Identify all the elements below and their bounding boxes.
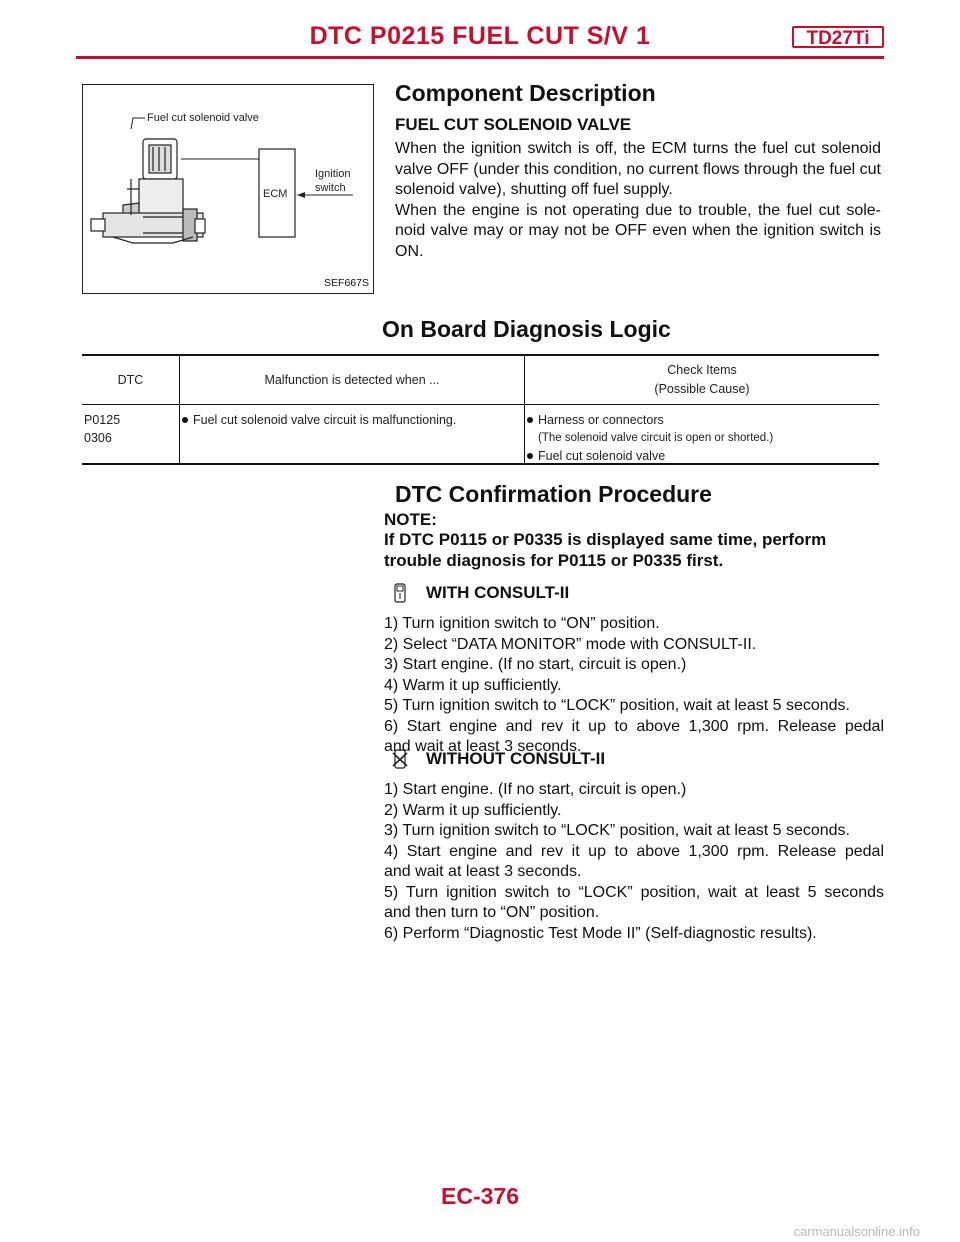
figure-label-valve: Fuel cut solenoid valve — [147, 112, 259, 124]
with-consult-heading — [392, 583, 569, 603]
component-description-para-2: When the engine is not operating due to trouble, the fuel cut sole-noid valve may or may not be OFF even when the ignition switch is ON. — [395, 201, 881, 260]
watermark: carmanualsonline.info — [793, 1224, 920, 1239]
no-consult-icon — [392, 749, 408, 769]
column-header-dtc: DTC — [82, 356, 180, 404]
with-consult-label: WITH CONSULT-II — [426, 583, 570, 602]
component-figure — [82, 84, 374, 294]
consult-tool-icon — [392, 583, 408, 603]
table-row — [82, 405, 879, 463]
note-text: If DTC P0115 or P0335 is displayed same time, perform trouble diagnosis for P0115 or P0335 first. — [384, 530, 827, 570]
diagnosis-table — [82, 354, 879, 465]
without-consult-steps — [384, 780, 884, 944]
cause-1-sub: (The solenoid valve circuit is open or shorted.) — [538, 432, 774, 444]
figure-label-ignition-1: Ignition — [315, 168, 351, 180]
solenoid-valve-diagram — [83, 85, 373, 293]
list-item: 6) Start engine and rev it up to above 1,300 rpm. Release pedal — [384, 717, 884, 735]
cell-malfunction — [180, 405, 525, 463]
component-description-text — [395, 139, 881, 262]
page-header-title: DTC P0215 FUEL CUT S/V 1 — [309, 22, 651, 50]
bullet-icon — [527, 453, 533, 459]
list-item-continuation: and wait at least 3 seconds. — [384, 738, 582, 755]
list-item: 2) Warm it up sufficiently. — [384, 801, 562, 819]
list-item: 5) Turn ignition switch to “LOCK” position, wait at least 5 seconds. — [384, 697, 850, 714]
dtc-code-2: 0306 — [84, 431, 112, 445]
figure-label-ecm: ECM — [263, 188, 288, 200]
list-item: 5) Turn ignition switch to “LOCK” position, wait at least 5 seconds — [384, 883, 884, 901]
dtc-code-1: P0125 — [84, 413, 121, 427]
cell-possible-cause — [525, 405, 879, 463]
confirmation-heading: DTC Confirmation Procedure — [395, 481, 712, 507]
header-rule — [76, 56, 884, 59]
list-item: 3) Start engine. (If no start, circuit is open.) — [384, 656, 687, 673]
list-item-continuation: and wait at least 3 seconds. — [384, 863, 582, 880]
component-description-para-1: When the ignition switch is off, the ECM turns the fuel cut solenoid valve OFF (under this condition, no current flows through the fuel cut solenoid valve), shutting off fuel supply. — [395, 140, 881, 198]
component-description-heading: Component Description — [395, 80, 656, 106]
column-header-malfunction: Malfunction is detected when ... — [180, 356, 525, 404]
model-badge: TD27Ti — [792, 26, 884, 48]
cause-1: Harness or connectors — [538, 413, 664, 427]
list-item: 2) Select “DATA MONITOR” mode with CONSULT-II. — [384, 635, 757, 653]
figure-label-ignition-2: switch — [315, 182, 346, 194]
list-item: 6) Perform “Diagnostic Test Mode II” (Self-diagnostic results). — [384, 924, 817, 942]
list-item: 3) Turn ignition switch to “LOCK” position, wait at least 5 seconds. — [384, 822, 850, 839]
table-header-row — [82, 356, 879, 405]
column-header-check-items-line2: (Possible Cause) — [654, 382, 750, 396]
figure-id: SEF667S — [324, 277, 369, 289]
list-item: 4) Warm it up sufficiently. — [384, 676, 562, 694]
page-number: EC-376 — [441, 1183, 519, 1209]
cell-dtc — [82, 405, 180, 463]
without-consult-label: WITHOUT CONSULT-II — [426, 749, 606, 768]
list-item: 1) Start engine. (If no start, circuit is open.) — [384, 781, 687, 798]
list-item-continuation: and then turn to “ON” position. — [384, 904, 600, 921]
column-header-check-items — [525, 356, 879, 404]
bullet-icon — [182, 417, 188, 423]
bullet-icon — [527, 417, 533, 423]
diagnosis-logic-heading: On Board Diagnosis Logic — [382, 316, 671, 342]
column-header-check-items-line1: Check Items — [667, 363, 737, 377]
list-item: 1) Turn ignition switch to “ON” position. — [384, 615, 660, 632]
fuel-cut-valve-subheading: FUEL CUT SOLENOID VALVE — [395, 115, 632, 134]
solenoid-valve-icon — [91, 139, 205, 243]
list-item: 4) Start engine and rev it up to above 1,300 rpm. Release pedal — [384, 842, 884, 860]
note-label: NOTE: — [384, 510, 437, 529]
with-consult-steps — [384, 614, 884, 758]
without-consult-heading — [392, 749, 605, 769]
cause-2: Fuel cut solenoid valve — [538, 449, 666, 463]
malfunction-text: Fuel cut solenoid valve circuit is malfunctioning. — [193, 413, 457, 427]
